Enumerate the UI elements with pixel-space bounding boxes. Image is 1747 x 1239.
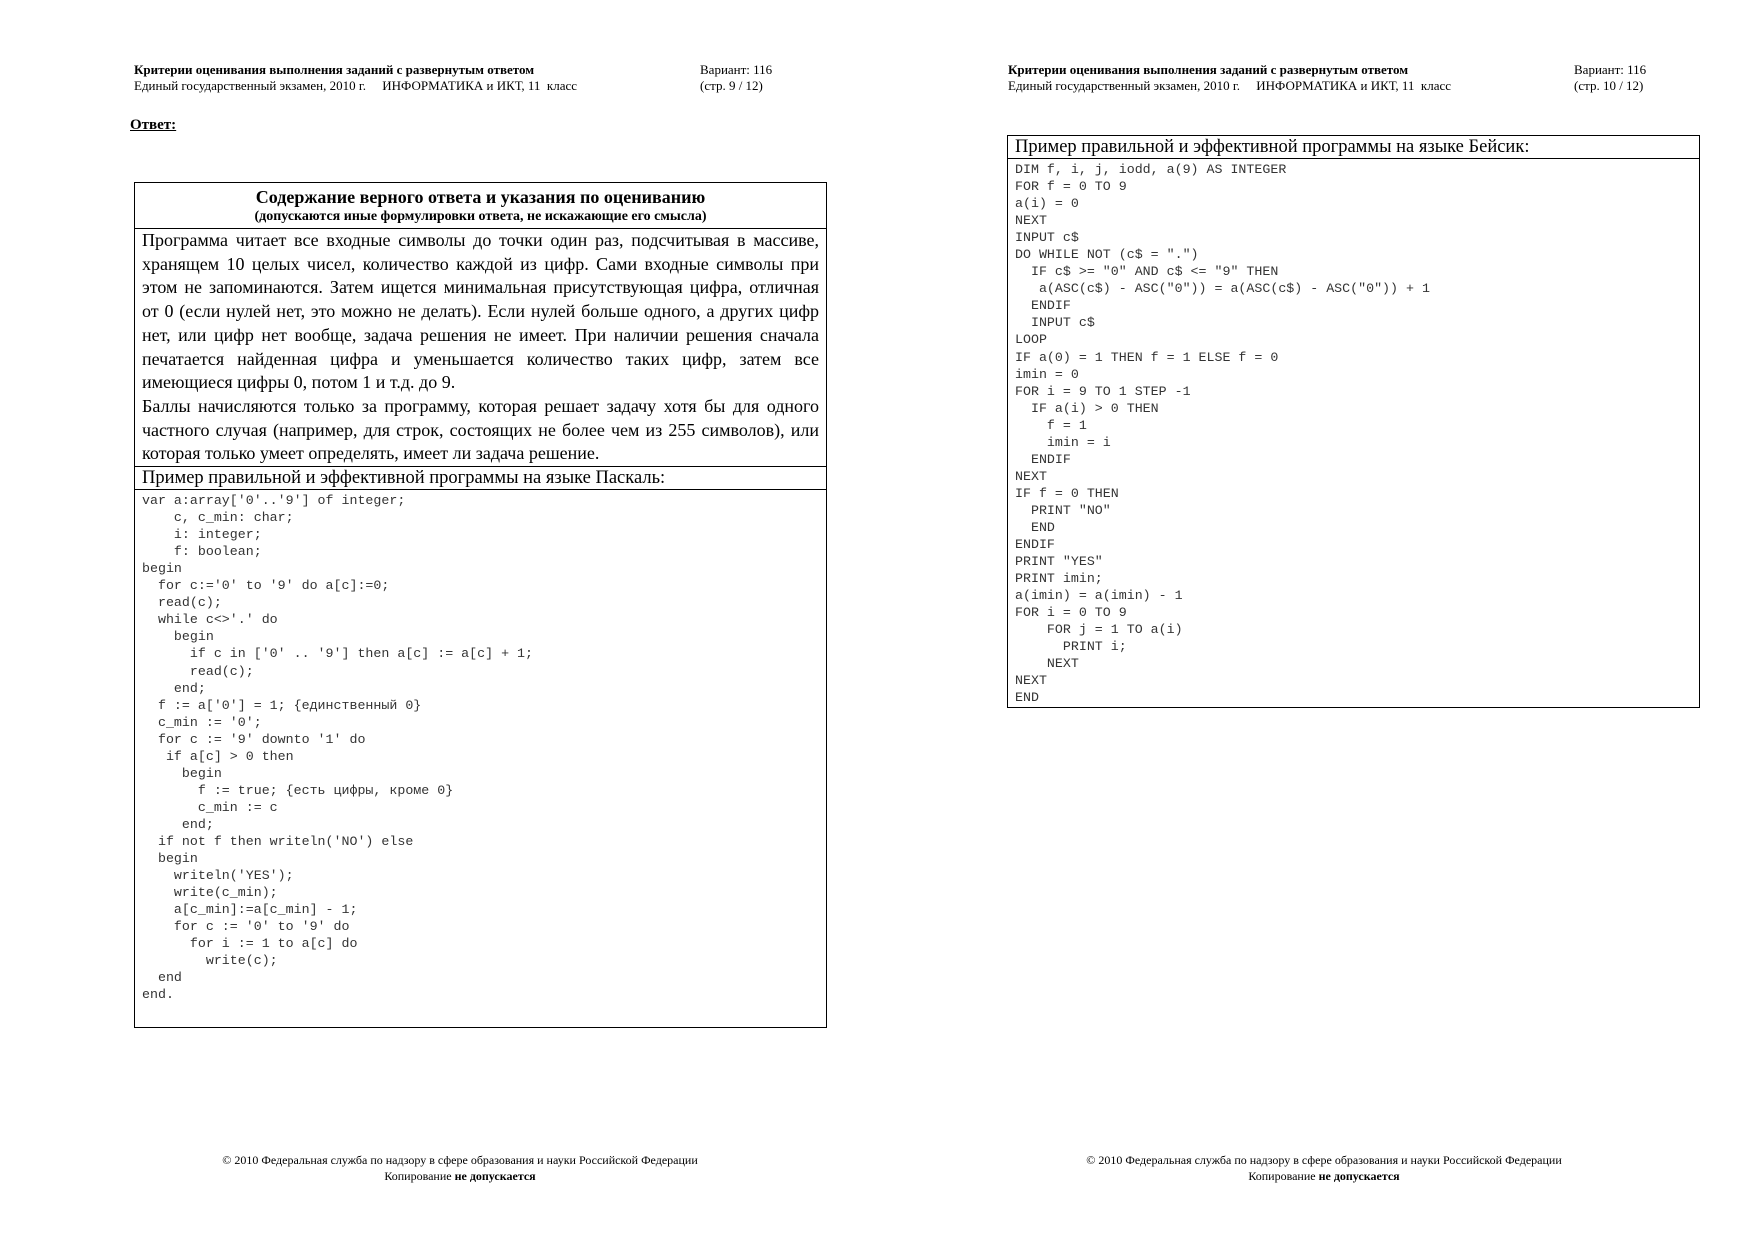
left-footer-copy-notice [190,1169,730,1185]
right-footer-copy-prefix: Копирование [1248,1168,1319,1183]
left-variant-label: Вариант: 116 [700,62,773,77]
right-header [1008,62,1568,94]
pascal-program-title: Пример правильной и эффективной программы на языке Паскаль: [135,467,826,490]
basic-program-title: Пример правильной и эффективной программы на языке Бейсик: [1008,136,1699,159]
left-header-title: Критерии оценивания выполнения заданий с развернутым ответом [134,62,535,77]
basic-code: DIM f, i, j, iodd, a(9) AS INTEGER FOR f = 0 TO 9 a(i) = 0 NEXT INPUT c$ DO WHILE NOT (c$ = ".") IF c$ >= "0" AND c$ <= "9" THEN a(ASC(c$) - ASC("0")) = a(ASC(c$) - ASC("0")) + 1 ENDIF INPUT c$ LOOP IF a(0) = 1 THEN f = 1 ELSE f = 0 imin = 0 FOR i = 9 TO 1 STEP -1 IF a(i) > 0 THEN f = 1 imin = i ENDIF NEXT IF f = 0 THEN PRINT "NO" END ENDIF PRINT "YES" PRINT imin; a(imin) = a(imin) - 1 FOR i = 0 TO 9 FOR j = 1 TO a(i) PRINT i; NEXT NEXT END [1015,162,1430,706]
basic-program-box [1007,135,1700,708]
right-header-meta [1574,62,1694,94]
left-footer-copy-bold: не допускается [454,1168,536,1183]
criteria-subtitle: (допускаются иные формулировки ответа, не искажающие его смысла) [135,208,826,229]
pascal-code: var a:array['0'..'9'] of integer; c, c_min: char; i: integer; f: boolean; begin for c:='0' to '9' do a[c]:=0; read(c); while c<>'.' do begin if c in ['0' .. '9'] then a[c] := a[c] + 1; read(c); end; f := a['0'] = 1; {единственный 0} c_min := '0'; for c := '9' downto '1' do if a[c] > 0 then begin f := true; {есть цифры, кроме 0} c_min := c end; if not f then writeln('NO') else begin writeln('YES'); write(c_min); a[c_min]:=a[c_min] - 1; for c := '0' to '9' do for i := 1 to a[c] do write(c); end end. [142,493,533,1003]
criteria-description-paragraph-1: Программа читает все входные символы до точки один раз, подсчитывая в массиве, хранящем 10 целых чисел, количество каждой из цифр. Сами входные символы при этом не запоминаются. Затем ищется минимальная присутствующая цифра, отличная от 0 (если нулей нет, это можно не делать). Если нулей больше одного, а других цифр нет, или цифр нет вообще, задача решения не имеет. При наличии решения сначала печатается найденная цифра и уменьшается количество таких цифр, затем все имеющиеся цифры 0, потом 1 и т.д. до 9. [142,230,819,393]
left-footer [190,1153,730,1184]
right-footer-copyright: © 2010 Федеральная служба по надзору в сфере образования и науки Российской Федерации [1086,1153,1562,1167]
right-footer-copy-bold: не допускается [1318,1168,1400,1183]
left-header-meta [700,62,820,94]
answer-criteria-box [134,182,827,1028]
right-footer [1054,1153,1594,1184]
left-footer-copy-prefix: Копирование [384,1168,455,1183]
right-page-label: (стр. 10 / 12) [1574,78,1644,93]
left-page [0,0,873,1239]
right-header-title: Критерии оценивания выполнения заданий с развернутым ответом [1008,62,1409,77]
right-variant-label: Вариант: 116 [1574,62,1647,77]
criteria-description [135,229,826,467]
right-header-subtitle: Единый государственный экзамен, 2010 г. ИНФОРМАТИКА и ИКТ, 11 класс [1008,78,1452,93]
criteria-title: Содержание верного ответа и указания по оцениванию [255,187,706,207]
right-footer-copy-notice [1054,1169,1594,1185]
criteria-description-paragraph-2: Баллы начисляются только за программу, которая решает задачу хотя бы для одного частного случая (например, для строк, состоящих не более чем из 255 символов), или которая только умеет определять, имеет ли задача решение. [142,395,819,464]
left-header [134,62,694,94]
left-footer-copyright: © 2010 Федеральная служба по надзору в сфере образования и науки Российской Федерации [222,1153,698,1167]
answer-label: Ответ: [130,117,177,133]
right-page [874,0,1747,1239]
left-page-label: (стр. 9 / 12) [700,78,763,93]
left-header-subtitle: Единый государственный экзамен, 2010 г. ИНФОРМАТИКА и ИКТ, 11 класс [134,78,578,93]
